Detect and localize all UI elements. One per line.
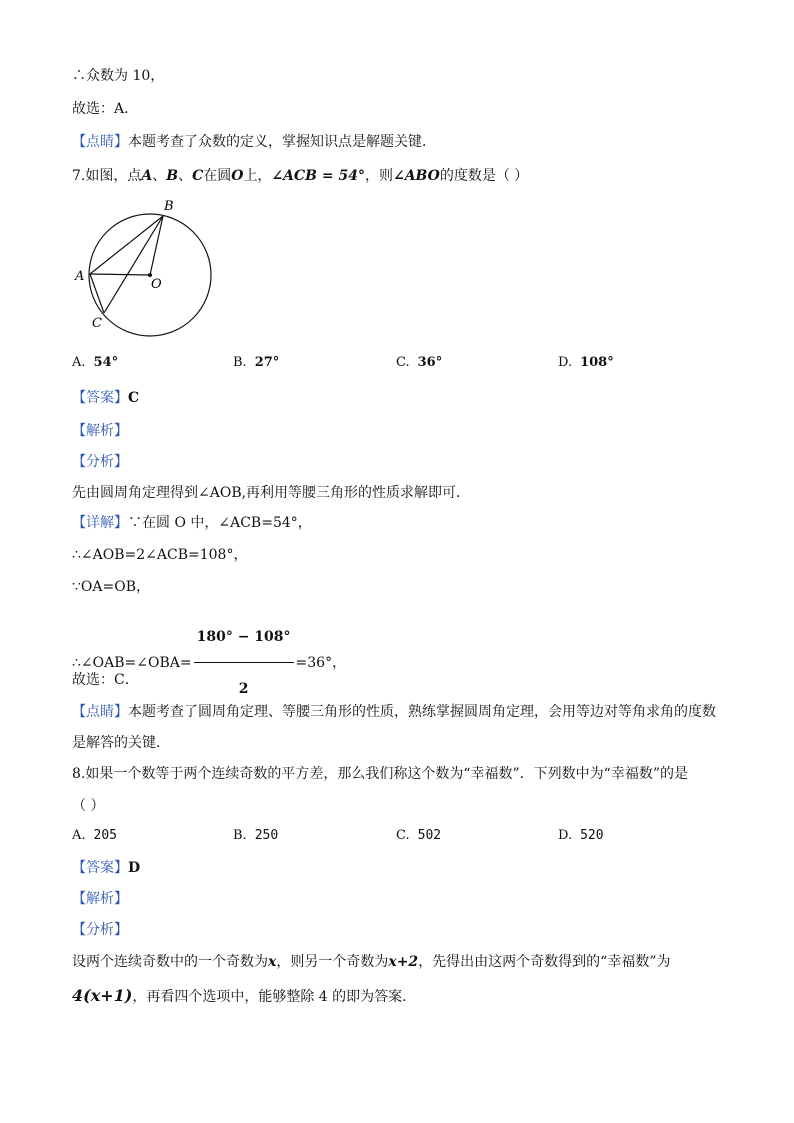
- q7-prefix: 7.如图，点: [72, 168, 142, 184]
- q7-answer: C: [128, 390, 140, 406]
- section-tag-dianjing: 【点睛】: [72, 704, 128, 720]
- segment-ao: [90, 274, 150, 275]
- fraction: [194, 614, 294, 712]
- q8-var-x: x: [268, 954, 277, 970]
- section-tag-analysis: 【解析】: [72, 891, 128, 907]
- q8-fenxi-line-2: [72, 986, 416, 1007]
- q8-fenxi-text: ，再看四个选项中，能够整除 4 的即为答案．: [132, 989, 417, 1005]
- q7-point-a: A: [141, 168, 153, 184]
- fraction-denominator: 2: [238, 681, 249, 697]
- circle-figure: [70, 196, 220, 342]
- q7-detail-text: ∵在圆 O 中，∠ACB=54°，: [128, 515, 312, 531]
- q7-option-d[interactable]: [558, 353, 614, 373]
- q7-option-a[interactable]: [72, 353, 118, 373]
- q7-answer-line: [72, 388, 139, 408]
- option-letter: C.: [396, 355, 410, 370]
- q8-var-x-plus-2: x+2: [388, 954, 419, 970]
- q8-fenxi-line-1: [72, 952, 671, 972]
- option-value: 250: [254, 828, 279, 843]
- q8-option-a[interactable]: [72, 826, 117, 846]
- q8-answer-line: [72, 858, 140, 878]
- text-line-mode-result: ∴众数为 10，: [72, 68, 165, 84]
- label-o: O: [151, 277, 162, 292]
- q7-step-oab-result: =36°，: [295, 655, 347, 671]
- section-tag-fenxi: 【分析】: [72, 454, 128, 470]
- label-b: B: [164, 199, 174, 214]
- q7-step-oa-ob: ∵OA=OB，: [72, 579, 150, 595]
- option-letter: D.: [558, 828, 573, 843]
- section-tag-analysis: 【解析】: [72, 423, 128, 439]
- option-letter: A.: [72, 355, 86, 370]
- q7-detail-line: [72, 513, 312, 533]
- q7-text: 上，: [243, 168, 272, 184]
- q8-fenxi-text: ，则另一个奇数为: [276, 954, 389, 970]
- q7-dianjing-text: 本题考查了圆周角定理、等腰三角形的性质，熟练掌握圆周角定理，会用等边对等角求角的度数: [128, 704, 716, 720]
- q8-option-b[interactable]: [233, 826, 278, 846]
- q7-separator: 、: [152, 168, 167, 184]
- q7-text: ，则: [364, 168, 393, 184]
- option-letter: C.: [396, 828, 410, 843]
- option-letter: D.: [558, 355, 573, 370]
- q7-text: 在圆: [203, 168, 232, 184]
- q7-angle-acb: ∠ACB = 54°: [271, 168, 365, 184]
- q7-option-b[interactable]: [233, 353, 279, 373]
- option-value: 27°: [254, 355, 280, 370]
- q8-option-c[interactable]: [396, 826, 441, 846]
- q7-circle-o: O: [231, 168, 244, 184]
- label-a: A: [75, 269, 85, 284]
- section-tag-fenxi: 【分析】: [72, 922, 128, 938]
- text-line-dianjing-1: [72, 132, 436, 152]
- dianjing-text: 本题考查了众数的定义，掌握知识点是解题关键．: [128, 134, 436, 150]
- q7-separator: 、: [178, 168, 193, 184]
- section-tag-detail: 【详解】: [72, 515, 128, 531]
- option-value: 205: [93, 828, 118, 843]
- section-tag-dianjing: 【点睛】: [72, 134, 128, 150]
- q7-step-oab-prefix: ∴∠OAB=∠OBA=: [72, 655, 192, 671]
- q8-expression: 4(x+1): [72, 986, 133, 1005]
- question-8-text: 8.如果一个数等于两个连续奇数的平方差，那么我们称这个数为“幸福数”．下列数中为“幸福数”的是: [72, 766, 688, 782]
- chord-bc: [104, 216, 163, 313]
- label-c: C: [92, 316, 102, 331]
- q7-option-c[interactable]: [396, 353, 442, 373]
- q7-dianjing-line-2: 是解答的关键．: [72, 735, 170, 751]
- text-line-choose-a: 故选：A．: [72, 101, 139, 117]
- q8-option-d[interactable]: [558, 826, 604, 846]
- q8-fenxi-text: 设两个连续奇数中的一个奇数为: [72, 954, 268, 970]
- option-letter: B.: [233, 355, 247, 370]
- option-value: 108°: [580, 355, 614, 370]
- option-value: 502: [417, 828, 442, 843]
- q7-fenxi-text: 先由圆周角定理得到∠AOB,再利用等腰三角形的性质求解即可．: [72, 485, 471, 501]
- q7-dianjing-line-1: [72, 702, 716, 722]
- fraction-numerator: 180° − 108°: [194, 614, 294, 663]
- q8-fenxi-text: ，先得出由这两个奇数得到的“幸福数”为: [418, 954, 671, 970]
- section-tag-answer: 【答案】: [72, 860, 128, 876]
- q7-point-b: B: [166, 168, 179, 184]
- q7-choose-c: 故选：C．: [72, 672, 139, 688]
- question-7: [72, 166, 528, 186]
- option-value: 520: [580, 828, 604, 843]
- section-tag-answer: 【答案】: [72, 390, 128, 406]
- option-value: 54°: [93, 355, 119, 370]
- q7-text: 的度数是（ ）: [439, 168, 529, 184]
- q7-angle-abo: ∠ABO: [392, 168, 440, 184]
- q7-point-c: C: [192, 168, 204, 184]
- question-8-paren: （ ）: [72, 798, 105, 814]
- option-letter: B.: [233, 828, 247, 843]
- q7-step-aob: ∴∠AOB=2∠ACB=108°，: [72, 547, 248, 563]
- option-letter: A.: [72, 828, 86, 843]
- q7-step-oab: [72, 614, 346, 712]
- option-value: 36°: [417, 355, 443, 370]
- q8-answer: D: [128, 860, 141, 876]
